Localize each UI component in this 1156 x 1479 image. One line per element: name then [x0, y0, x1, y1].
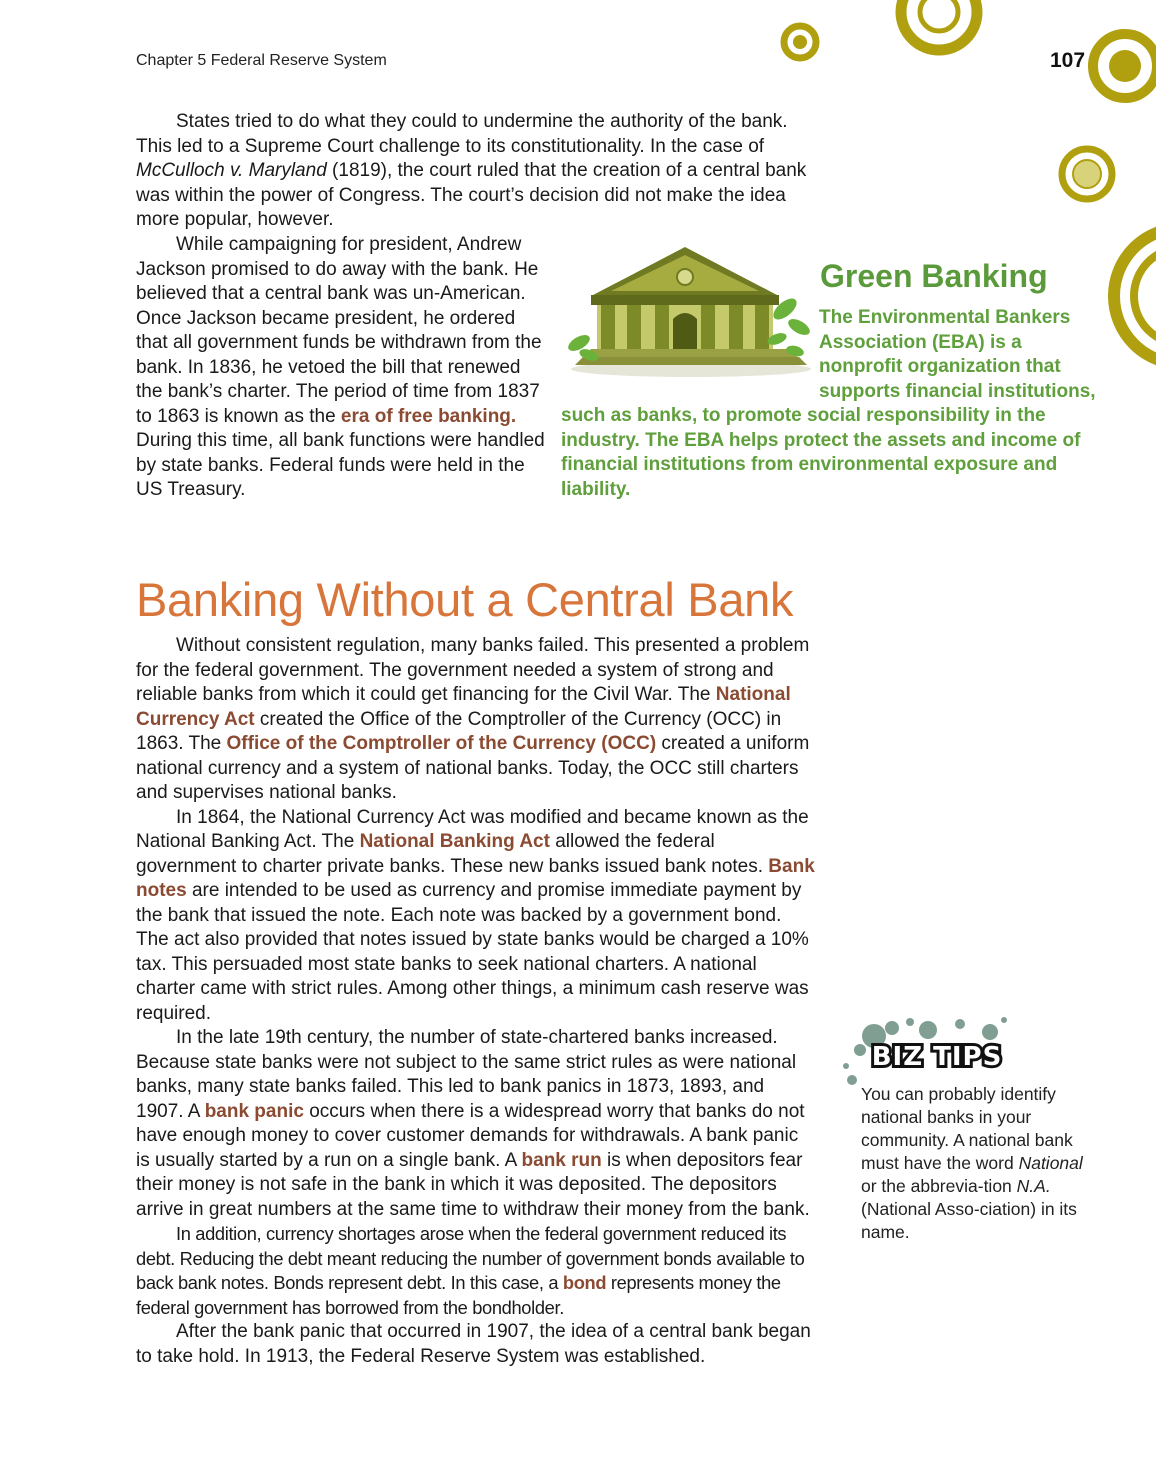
term-bond: bond — [562, 1272, 607, 1293]
ring-right-edge — [1114, 228, 1156, 364]
ring-large-target — [1093, 34, 1156, 98]
ring-small-target — [784, 26, 816, 58]
biz-tips-label: BIZ TIPS — [871, 1042, 1003, 1072]
page-number: 107 — [1050, 49, 1086, 72]
intro-paragraph-1: States tried to do what they could to undermine the authority of the bank. This led to a Supreme Court challenge to its constitutionality. In the case of McCulloch v. Maryland (1819), the court ruled that the creation of a central bank was within the power of Congress. The court’s decision did not make the idea more popular, however. — [136, 111, 807, 230]
term-national-currency-act: National Currency Act — [136, 684, 791, 730]
section-title: Banking Without a Central Bank — [136, 573, 794, 626]
section-paragraph-1: Without consistent regulation, many banks failed. This presented a problem for the federal government. The government needed a system of strong and reliable banks from which it could get financing for the Civil War. The National Currency Act created the Office of the Comptroller of the Currency (OCC) in 1863. The Office of the Comptroller of the Currency (OCC) created a uniform national currency and a system of national banks. Today, the OCC still charters and supervises national banks. — [136, 635, 810, 803]
section-paragraph-4: In addition, currency shortages arose when the federal government reduced its debt. Reducing the debt meant reducing the number of government bonds available to back bank notes. Bonds represent debt. In this case, a bond represents money the federal government has borrowed from the bondholder. — [136, 1223, 805, 1318]
biz-tips-badge — [840, 1010, 1030, 1090]
term-era-of-free-banking: era of free banking. — [340, 405, 517, 427]
section-body — [136, 634, 816, 1369]
ring-filled-beige — [1062, 149, 1112, 199]
ring-top-partial — [901, 0, 977, 50]
biz-tips-text: You can probably identify national banks in your community. A national bank must have the word National or the abbrevia-tion N.A. (National Asso-ciation) in its name. — [861, 1084, 1083, 1242]
term-bank-run: bank run — [521, 1149, 602, 1171]
section-paragraph-5: After the bank panic that occurred in 1907, the idea of a central bank began to take hold. In 1913, the Federal Reserve System was established. — [136, 1321, 811, 1367]
term-occ: Office of the Comptroller of the Currency (OCC) — [226, 733, 657, 754]
term-bank-notes: Bank notes — [136, 855, 815, 901]
term-national-banking-act: National Banking Act — [359, 831, 550, 852]
section-paragraph-2: In 1864, the National Currency Act was modified and became known as the National Banking Act. The National Banking Act allowed the federal government to charter private banks. These new banks issued bank notes. Bank notes are intended to be used as currency and promise immediate payment by the bank that issued the note. Each note was backed by a government bond. The act also provided that notes issued by state banks would be charged a 10% tax. This persuaded most state banks to seek national charters. A national charter came with strict rules. Among other things, a minimum cash reserve was required. — [136, 806, 815, 1024]
chapter-header: Chapter 5 Federal Reserve System — [136, 52, 387, 69]
intro-paragraph-2: While campaigning for president, Andrew Jackson promised to do away with the bank. He believed that a central bank was un-American. Once Jackson became president, he ordered that all government funds be withdrawn from the bank. In 1836, he vetoed the bill that renewed the bank’s charter. The period of time from 1837 to 1863 is known as the era of free banking. During this time, all bank functions were handled by state banks. Federal funds were held in the US Treasury. — [136, 234, 545, 500]
green-banking-body: The Environmental Bankers Association (EBA) is a nonprofit organization that supports financial institutions, such as banks, to promote social responsibility in the industry. The EBA helps protect the assets and income of financial institutions from environmental exposure and liability. — [561, 307, 1096, 500]
section-paragraph-3: In the late 19th century, the number of state-chartered banks increased. Because state banks were not subject to the same strict rules as were national banks, many state banks failed. This led to bank panics in 1873, 1893, and 1907. A bank panic occurs when there is a widespread worry that banks do not have enough money to cover customer demands for withdrawals. A bank panic is usually started by a run on a single bank. A bank run is when depositors fear their money is not safe in the bank in which it was deposited. The depositors arrive in great numbers at the same time to withdraw their money from the bank. — [136, 1027, 810, 1220]
green-banking-title: Green Banking — [820, 258, 1048, 294]
term-bank-panic: bank panic — [204, 1100, 304, 1122]
